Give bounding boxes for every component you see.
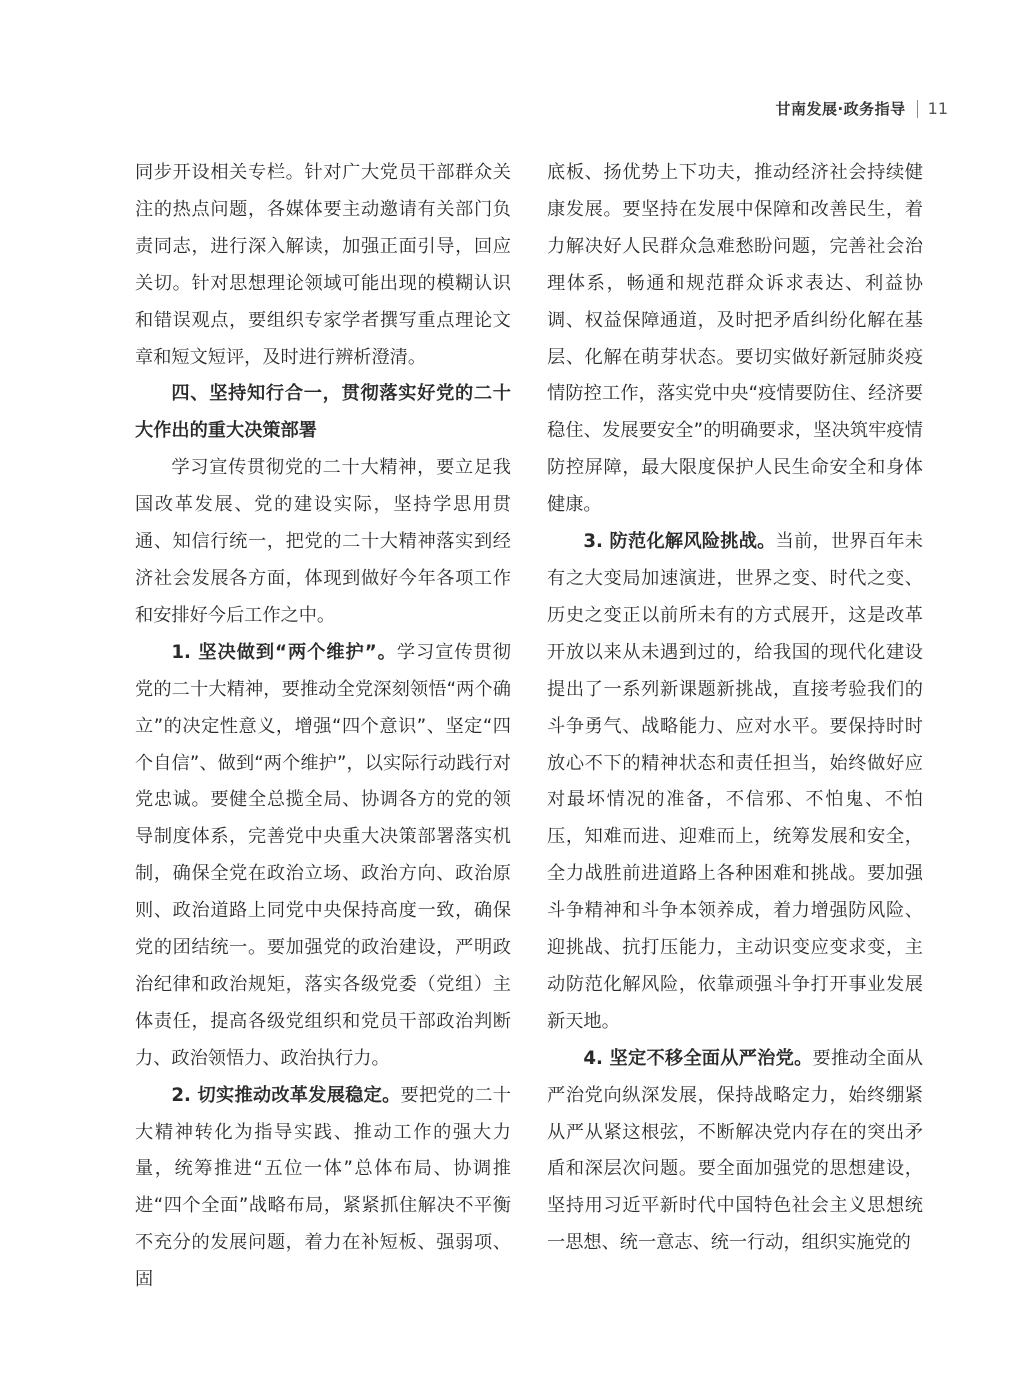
running-title: 甘南发展·政务指导 [775, 100, 906, 118]
header-divider [917, 100, 918, 118]
paragraph [547, 1041, 923, 1262]
paragraph [135, 1078, 511, 1299]
paragraph-lead: 1. 坚决做到“两个维护”。 [171, 641, 397, 663]
right-column [547, 155, 923, 1262]
paragraph-lead: 2. 切实推动改革发展稳定。 [171, 1084, 401, 1106]
page-header [775, 98, 948, 119]
paragraph-lead: 3. 防范化解风险挑战。 [583, 531, 776, 553]
paragraph-body: 要把党的二十大精神转化为指导实践、推动工作的强大力量，统筹推进“五位一体”总体布局、协调推进“四个全面”战略布局，紧紧抓住解决不平衡不充分的发展问题，着力在补短板、强弱项、固 [135, 1084, 511, 1291]
page-number: 11 [927, 99, 948, 118]
paragraph-body: 当前，世界百年未有之大变局加速演进，世界之变、时代之变、历史之变正以前所未有的方式展开，这是改革开放以来从未遇到过的，给我国的现代化建设提出了一系列新课题新挑战，直接考验我们的斗争勇气、战略能力、应对水平。要保持时时放心不下的精神状态和责任担当，始终做好应对最坏情况的准备，不信邪、不怕鬼、不怕压，知难而进、迎难而上，统筹发展和安全，全力战胜前进道路上各种困难和挑战。要加强斗争精神和斗争本领养成，着力增强防风险、迎挑战、抗打压能力，主动识变应变求变，主动防范化解风险，依靠顽强斗争打开事业发展新天地。 [547, 531, 923, 1032]
paragraph: 同步开设相关专栏。针对广大党员干部群众关注的热点问题，各媒体要主动邀请有关部门负责同志，进行深入解读，加强正面引导，回应关切。针对思想理论领域可能出现的模糊认识和错误观点，要组织专家学者撰写重点理论文章和短文短评，及时进行辨析澄清。 [135, 162, 511, 368]
section-heading: 四、坚持知行合一，贯彻落实好党的二十大作出的重大决策部署 [135, 383, 511, 442]
paragraph: 学习宣传贯彻党的二十大精神，要立足我国改革发展、党的建设实际，坚持学思用贯通、知信行统一，把党的二十大精神落实到经济社会发展各方面，体现到做好今年各项工作和安排好今后工作之中。 [135, 457, 511, 626]
paragraph-lead: 4. 坚定不移全面从严治党。 [583, 1047, 813, 1069]
paragraph: 底板、扬优势上下功夫，推动经济社会持续健康发展。要坚持在发展中保障和改善民生，着力解决好人民群众急难愁盼问题，完善社会治理体系，畅通和规范群众诉求表达、利益协调、权益保障通道，及时把矛盾纠纷化解在基层、化解在萌芽状态。要切实做好新冠肺炎疫情防控工作，落实党中央“疫情要防住、经济要稳住、发展要安全”的明确要求，坚决筑牢疫情防控屏障，最大限度保护人民生命安全和身体健康。 [547, 162, 923, 516]
paragraph [135, 635, 511, 1078]
paragraph-body: 要推动全面从严治党向纵深发展，保持战略定力，始终绷紧从严从紧这根弦，不断解决党内存在的突出矛盾和深层次问题。要全面加强党的思想建设，坚持用习近平新时代中国特色社会主义思想统一思想、统一意志、统一行动，组织实施党的 [547, 1047, 923, 1254]
paragraph [547, 524, 923, 1041]
paragraph-body: 学习宣传贯彻党的二十大精神，要推动全党深刻领悟“两个确立”的决定性意义，增强“四个意识”、坚定“四个自信”、做到“两个维护”，以实际行动践行对党忠诚。要健全总揽全局、协调各方的党的领导制度体系，完善党中央重大决策部署落实机制，确保全党在政治立场、政治方向、政治原则、政治道路上同党中央保持高度一致，确保党的团结统一。要加强党的政治建设，严明政治纪律和政治规矩，落实各级党委（党组）主体责任，提高各级党组织和党员干部政治判断力、政治领悟力、政治执行力。 [135, 641, 511, 1069]
left-column [135, 155, 511, 1299]
